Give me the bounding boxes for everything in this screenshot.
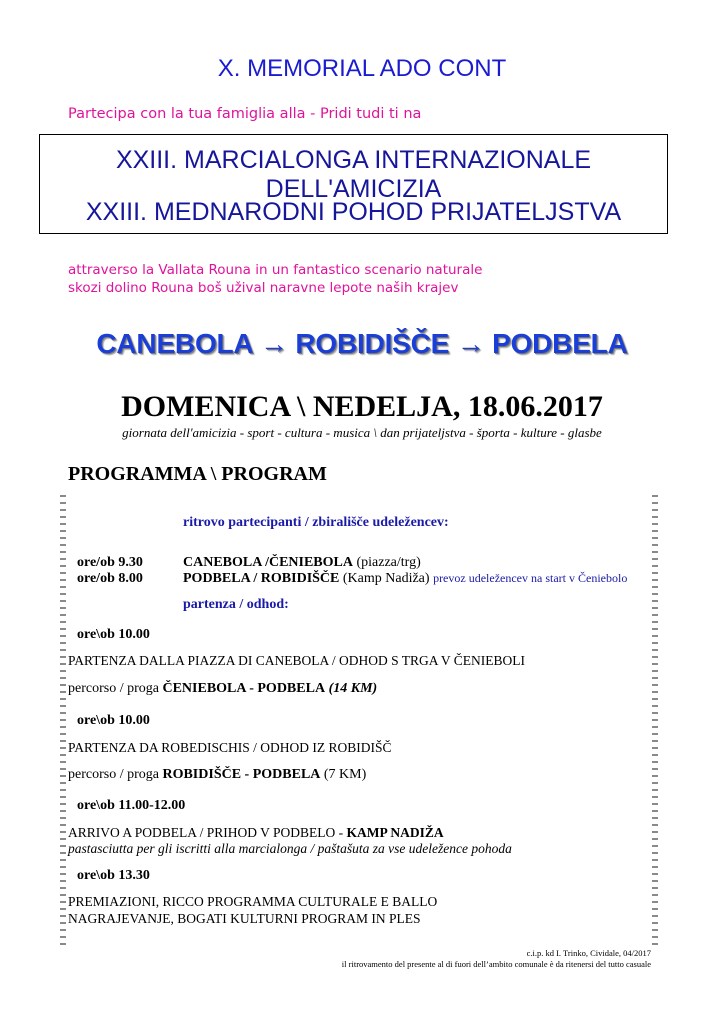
meeting-detail-1: (piazza/trg) xyxy=(356,555,421,570)
footer-disclaimer: il ritrovamento del presente al di fuori dell’ambito comunale è da ritenersi del tutto casuale xyxy=(341,959,651,969)
event2-time: ore\ob 10.00 xyxy=(77,713,150,728)
event1-course-row xyxy=(68,681,377,697)
meeting-note-2: prevoz udeležencev na start v Čeniebolo xyxy=(433,571,628,585)
subtitle-slovenian: skozi dolino Rouna boš užival naravne lepote naših krajev xyxy=(68,280,459,296)
event1-course: ČENIEBOLA - PODBELA xyxy=(162,681,326,696)
event1-course-label: percorso / proga xyxy=(68,681,159,696)
title-box xyxy=(39,134,668,234)
meeting-row-2 xyxy=(183,571,627,587)
event3-pasta-note: pastasciutta per gli iscritti alla marcialonga / paštašuta za vse udeležence pohoda xyxy=(68,841,512,856)
departure-heading: partenza / odhod: xyxy=(183,597,289,612)
meeting-detail-2: (Kamp Nadiža) xyxy=(342,571,430,586)
subtitle-italian: attraverso la Vallata Rouna in un fantastico scenario naturale xyxy=(68,262,483,278)
right-dash-border xyxy=(652,495,658,945)
event3-time: ore\ob 11.00-12.00 xyxy=(77,798,186,813)
event2-course-row xyxy=(68,767,366,783)
programme-heading: PROGRAMMA \ PROGRAM xyxy=(68,463,327,485)
meeting-time-2: ore/ob 8.00 xyxy=(77,571,143,586)
event3-arrival: ARRIVO A PODBELA / PRIHOD V PODBELO - xyxy=(68,825,344,840)
event1-departure: PARTENZA DALLA PIAZZA DI CANEBOLA / ODHOD S TRGA V ČENIEBOLI xyxy=(68,653,525,668)
event2-distance: (7 KM) xyxy=(323,767,367,782)
meeting-place-1: CANEBOLA /ČENIEBOLA xyxy=(183,555,353,570)
memorial-title: X. MEMORIAL ADO CONT xyxy=(217,55,507,82)
meeting-place-2: PODBELA / ROBIDIŠČE xyxy=(183,571,340,586)
tagline: giornata dell'amicizia - sport - cultura - musica \ dan prijateljstva - športa - kulture - glasbe xyxy=(122,425,602,440)
event3-arrival-place: KAMP NADIŽA xyxy=(346,825,444,840)
event2-course: ROBIDIŠČE - PODBELA xyxy=(162,767,321,782)
event4-awards-slovenian: NAGRAJEVANJE, BOGATI KULTURNI PROGRAM IN PLES xyxy=(68,911,421,926)
event1-distance: (14 KM) xyxy=(328,681,378,696)
event-title-slovenian: XXIII. MEDNARODNI POHOD PRIJATELJSTVA xyxy=(85,198,622,226)
meeting-time-1: ore/ob 9.30 xyxy=(77,555,143,570)
meeting-row-1 xyxy=(183,555,421,571)
route-title: CANEBOLA → ROBIDIŠČE → PODBELA xyxy=(96,328,628,359)
event2-course-label: percorso / proga xyxy=(68,767,159,782)
event2-departure: PARTENZA DA ROBEDISCHIS / ODHOD IZ ROBIDIŠČ xyxy=(68,740,392,755)
event4-time: ore\ob 13.30 xyxy=(77,868,150,883)
event3-arrival-row xyxy=(68,825,444,841)
event1-time: ore\ob 10.00 xyxy=(77,627,150,642)
event4-awards-italian: PREMIAZIONI, RICCO PROGRAMMA CULTURALE E BALLO xyxy=(68,894,438,909)
invite-text: Partecipa con la tua famiglia alla - Pridi tudi ti na xyxy=(68,106,422,122)
event-date: DOMENICA \ NEDELJA, 18.06.2017 xyxy=(121,390,603,423)
left-dash-border xyxy=(60,495,66,945)
footer-printer: c.i.p. kd I. Trinko, Cividale, 04/2017 xyxy=(526,948,651,958)
event-title-italian: XXIII. MARCIALONGA INTERNAZIONALE DELL'AMICIZIA xyxy=(115,146,592,203)
meeting-heading: ritrovo partecipanti / zbirališče udeležencev: xyxy=(183,515,449,530)
